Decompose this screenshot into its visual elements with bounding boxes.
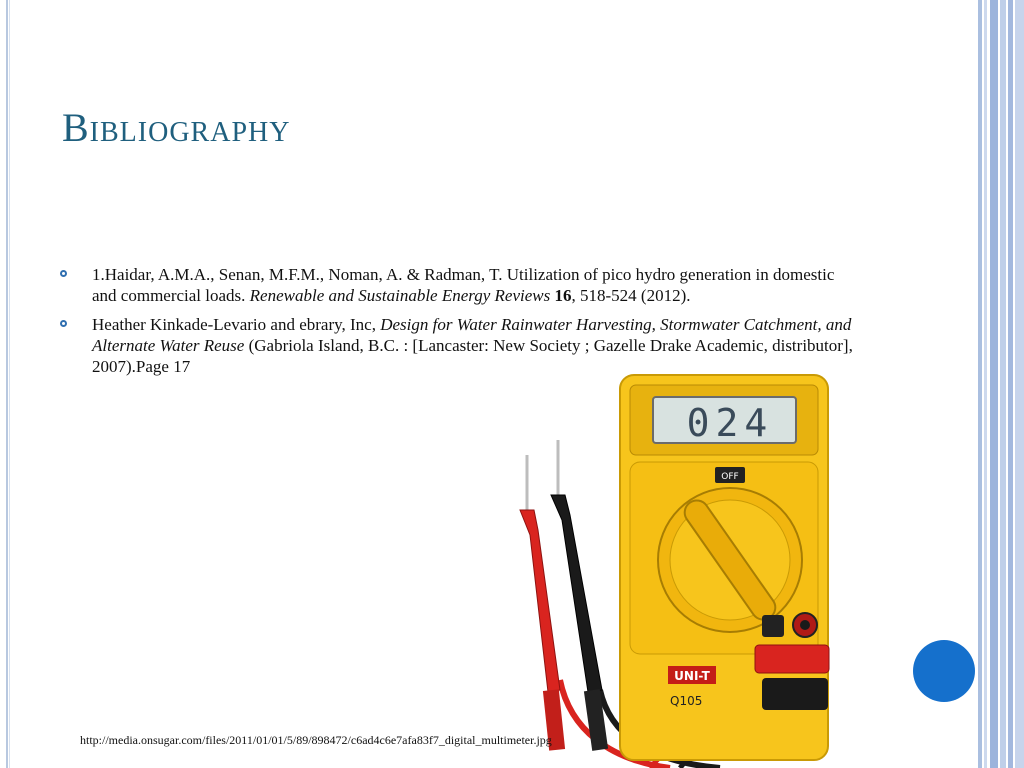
reference-list — [60, 264, 860, 385]
bullet-circle-icon — [60, 270, 67, 277]
decor-circle — [913, 640, 975, 702]
image-source-caption: http://media.onsugar.com/files/2011/01/01/5/89/898472/c6ad4c6e7afa83f7_digital_multimeter.jpg — [80, 733, 552, 747]
right-decor-bar — [1015, 0, 1024, 768]
black-connector — [762, 678, 828, 710]
slide-title: Bibliography — [62, 105, 291, 150]
red-connector — [755, 645, 829, 673]
reference-item: 1.Haidar, A.M.A., Senan, M.F.M., Noman, A. & Radman, T. Utilization of pico hydro generation in domestic and commercial loads. Renewable and Sustainable Energy Reviews 16, 518-524 (2012). — [60, 264, 860, 306]
right-decor-bar — [990, 0, 998, 768]
brand-label: UNI-T — [674, 669, 710, 683]
model-label: Q105 — [670, 694, 703, 708]
display-reading: 024 — [686, 401, 774, 445]
multimeter-image — [500, 370, 850, 768]
off-label: OFF — [721, 472, 739, 482]
right-decor-bar — [1008, 0, 1013, 768]
left-border-line-inner — [9, 0, 10, 768]
right-decor-bar — [984, 0, 987, 768]
bullet-circle-icon — [60, 320, 67, 327]
right-decor-bar — [1000, 0, 1006, 768]
right-decor-bar — [978, 0, 982, 768]
reference-item: Heather Kinkade-Levario and ebrary, Inc, Design for Water Rainwater Harvesting, Stormwater Catchment, and Alternate Water Reuse (Gabriola Island, B.C. : [Lancaster: New Society ; Gazelle Drake Academic, distributor], 2007).Page 17 — [60, 314, 860, 377]
left-border-line — [6, 0, 8, 768]
